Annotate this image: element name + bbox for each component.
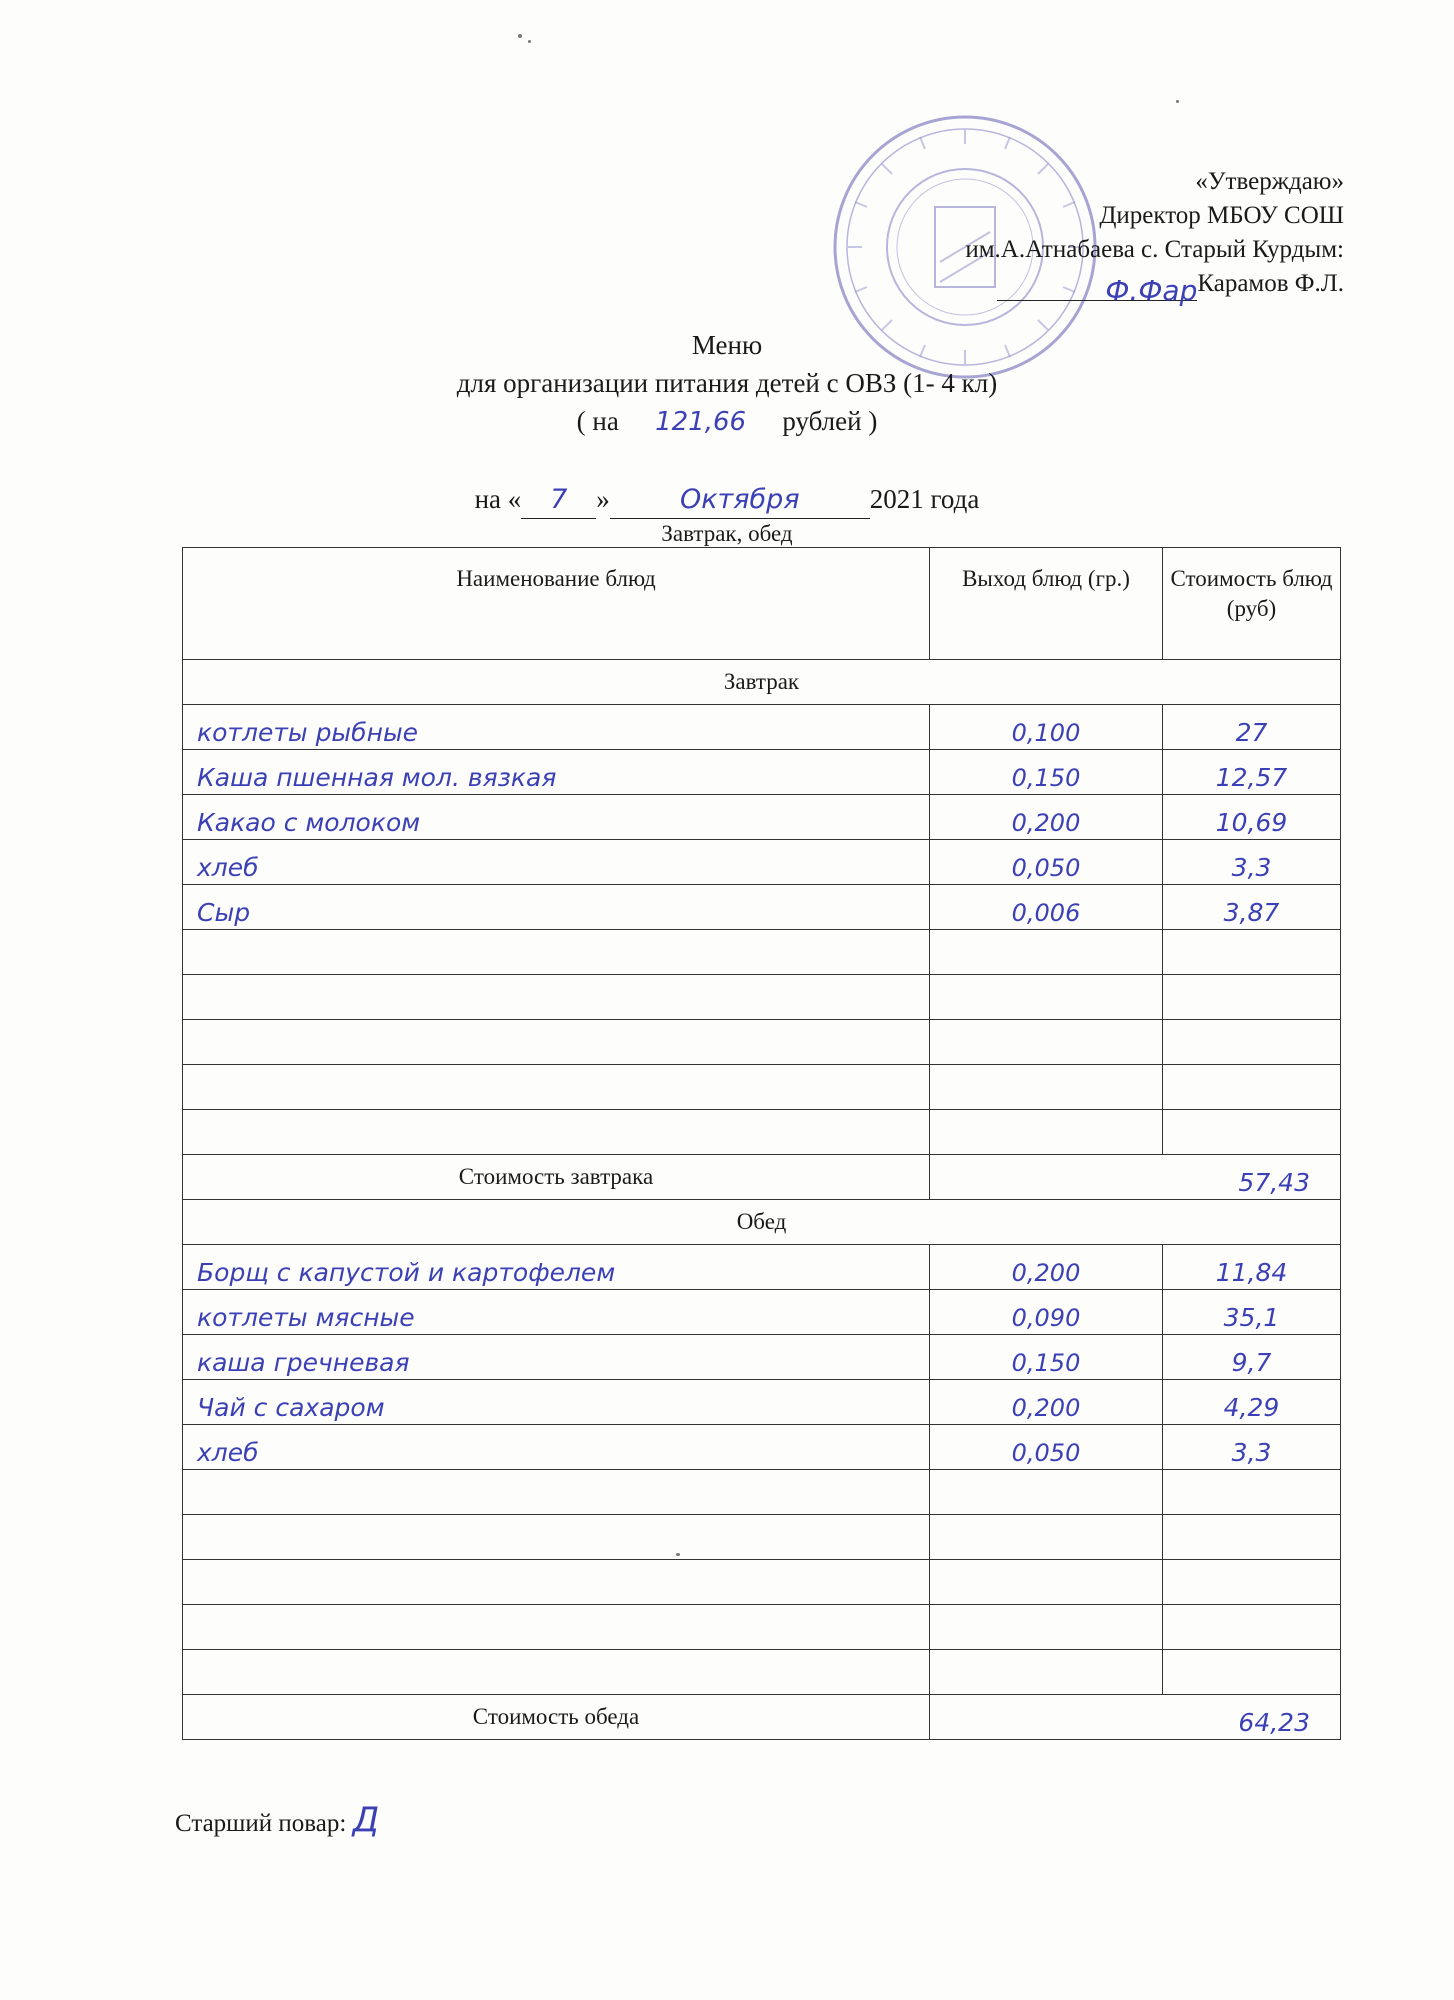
table-row xyxy=(183,1290,1341,1335)
approval-school: им.А.Атнабаева с. Старый Курдым: xyxy=(965,236,1344,263)
date-day: 7 xyxy=(521,482,596,519)
table-row xyxy=(183,705,1341,750)
dish-cost: 11,84 xyxy=(1163,1245,1341,1290)
section-row-lunch xyxy=(183,1200,1341,1245)
dish-output: 0,200 xyxy=(930,1380,1163,1425)
breakfast-total-row xyxy=(183,1155,1341,1200)
breakfast-total-label: Стоимость завтрака xyxy=(183,1155,930,1200)
table-row xyxy=(183,885,1341,930)
meal-subtitle: Завтрак, обед xyxy=(661,521,793,546)
table-row xyxy=(183,1335,1341,1380)
table-row xyxy=(183,1425,1341,1470)
date-suffix: 2021 года xyxy=(869,484,980,514)
empty-row xyxy=(183,1020,1341,1065)
section-label-lunch: Обед xyxy=(183,1200,1341,1245)
lunch-total-label: Стоимость обеда xyxy=(183,1695,930,1740)
dish-output: 0,150 xyxy=(930,750,1163,795)
table-row xyxy=(183,840,1341,885)
empty-row xyxy=(183,1605,1341,1650)
dish-cost: 35,1 xyxy=(1163,1290,1341,1335)
empty-row xyxy=(183,1560,1341,1605)
table-row xyxy=(183,1380,1341,1425)
dish-output: 0,090 xyxy=(930,1290,1163,1335)
header-cost: Стоимость блюд (руб) xyxy=(1163,548,1341,660)
date-month: Октября xyxy=(610,482,870,519)
dish-output: 0,200 xyxy=(930,1245,1163,1290)
page-subtitle: для организации питания детей с ОВЗ (1- 4 кл) xyxy=(456,368,998,398)
dish-name: Какао с молоком xyxy=(183,795,930,840)
section-row-breakfast xyxy=(183,660,1341,705)
lunch-total-value: 64,23 xyxy=(930,1695,1341,1740)
empty-row xyxy=(183,1065,1341,1110)
dish-name: котлеты рыбные xyxy=(183,705,930,750)
dish-name: Чай с сахаром xyxy=(183,1380,930,1425)
dish-output: 0,100 xyxy=(930,705,1163,750)
senior-cook-signature: Д xyxy=(352,1800,380,1840)
dish-cost: 3,3 xyxy=(1163,1425,1341,1470)
empty-row xyxy=(183,930,1341,975)
scan-speck xyxy=(1176,100,1179,103)
dish-name: хлеб xyxy=(183,840,930,885)
dish-name: котлеты мясные xyxy=(183,1290,930,1335)
header-dish-name: Наименование блюд xyxy=(183,548,930,660)
empty-row xyxy=(183,1110,1341,1155)
approval-signature-line xyxy=(965,267,1344,307)
table-row xyxy=(183,1245,1341,1290)
date-prefix: на « xyxy=(474,484,522,514)
dish-name: Каша пшенная мол. вязкая xyxy=(183,750,930,795)
dish-cost: 3,87 xyxy=(1163,885,1341,930)
empty-row xyxy=(183,975,1341,1020)
menu-table xyxy=(182,547,1341,1740)
lunch-total-row xyxy=(183,1695,1341,1740)
breakfast-total-value: 57,43 xyxy=(930,1155,1341,1200)
dish-name: Борщ с капустой и картофелем xyxy=(183,1245,930,1290)
date-line xyxy=(0,481,1454,519)
dish-name: каша гречневая xyxy=(183,1335,930,1380)
price-suffix: рублей ) xyxy=(782,406,878,436)
approval-position: Директор МБОУ СОШ xyxy=(1099,202,1344,229)
dish-cost: 27 xyxy=(1163,705,1341,750)
empty-row xyxy=(183,1515,1341,1560)
director-name: Карамов Ф.Л. xyxy=(1197,270,1344,297)
dish-cost: 3,3 xyxy=(1163,840,1341,885)
dish-output: 0,050 xyxy=(930,840,1163,885)
dish-cost: 4,29 xyxy=(1163,1380,1341,1425)
dish-cost: 12,57 xyxy=(1163,750,1341,795)
director-signature xyxy=(997,274,1198,307)
scan-speck xyxy=(528,40,531,43)
price-value: 121,66 xyxy=(655,407,747,437)
approval-heading: «Утверждаю» xyxy=(1195,168,1344,195)
table-header-row xyxy=(183,548,1341,660)
senior-cook-label: Старший повар: xyxy=(175,1810,347,1837)
senior-cook-line xyxy=(175,1800,379,1840)
table-row xyxy=(183,750,1341,795)
director-signature-text: Ф.Фар xyxy=(1105,274,1198,307)
dish-cost: 9,7 xyxy=(1163,1335,1341,1380)
price-line xyxy=(0,403,1454,440)
dish-cost: 10,69 xyxy=(1163,795,1341,840)
dish-name: хлеб xyxy=(183,1425,930,1470)
approval-block xyxy=(965,165,1344,307)
table-row xyxy=(183,795,1341,840)
section-label-breakfast: Завтрак xyxy=(183,660,1341,705)
dish-output: 0,200 xyxy=(930,795,1163,840)
scan-speck xyxy=(518,34,522,38)
dish-output: 0,150 xyxy=(930,1335,1163,1380)
empty-row xyxy=(183,1650,1341,1695)
dish-output: 0,006 xyxy=(930,885,1163,930)
page-title: Меню xyxy=(691,330,763,360)
dish-name: Сыр xyxy=(183,885,930,930)
dish-output: 0,050 xyxy=(930,1425,1163,1470)
header-output: Выход блюд (гр.) xyxy=(930,548,1163,660)
price-prefix: ( на xyxy=(576,406,619,436)
empty-row xyxy=(183,1470,1341,1515)
date-mid: » xyxy=(596,484,610,514)
